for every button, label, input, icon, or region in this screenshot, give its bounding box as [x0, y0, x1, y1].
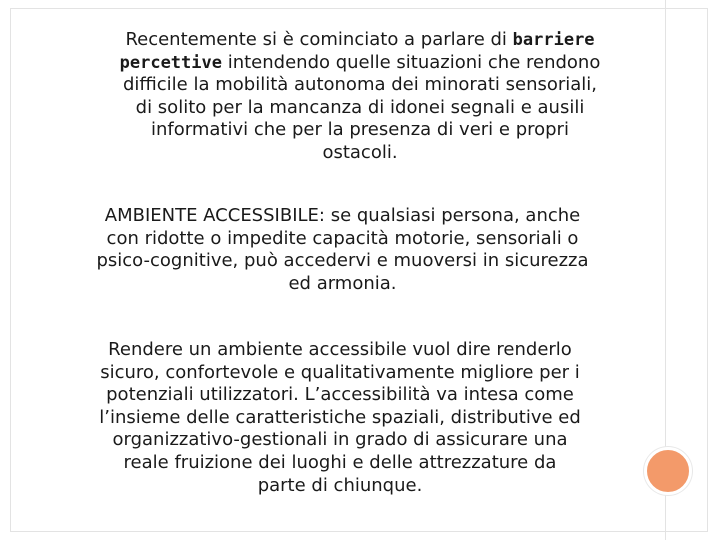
paragraph-rendere-accessibile	[40, 339, 640, 497]
text-run: intendendo quelle situazioni che rendono	[221, 51, 601, 73]
text-line	[40, 205, 645, 228]
text-line: sicuro, confortevole e qualitativamente migliore per i	[100, 361, 580, 383]
text-line: con ridotte o impedite capacità motorie, sensoriali o	[106, 227, 579, 249]
decorative-circle	[644, 447, 692, 495]
text-line: ed armonia.	[288, 272, 397, 294]
text-line: parte di chiunque.	[257, 474, 423, 496]
text-line: organizzativo-gestionali in grado di assicurare una	[112, 429, 568, 451]
text-line: psico-cognitive, può accedervi e muoversi in sicurezza	[96, 250, 589, 272]
text-line: di solito per la mancanza di idonei segnali e ausili	[135, 96, 585, 118]
paragraph-ambiente-accessibile	[40, 205, 645, 295]
text-run: Recentemente si è cominciato a parlare di	[125, 29, 513, 50]
text-line: l’insieme delle caratteristiche spaziali, distributive ed	[99, 406, 581, 428]
text-line	[60, 29, 660, 52]
text-line: difficile la mobilità autonoma dei minorati sensoriali,	[122, 74, 598, 96]
text-line: Rendere un ambiente accessibile vuol dire renderlo	[108, 339, 572, 360]
term-barriere: barriere	[512, 30, 595, 50]
paragraph-barriere-percettive	[60, 29, 660, 165]
text-line	[60, 52, 660, 75]
term-percettive: percettive	[119, 52, 222, 73]
term-ambiente-accessibile: AMBIENTE ACCESSIBILE	[104, 205, 319, 226]
text-line: informativi che per la presenza di veri e propri	[151, 119, 569, 141]
text-line: potenziali utilizzatori. L’accessibilità va intesa come	[106, 384, 574, 406]
text-line: ostacoli.	[322, 141, 398, 163]
text-line: reale fruizione dei luoghi e delle attrezzature da	[123, 451, 557, 473]
text-run: : se qualsiasi persona, anche	[318, 205, 581, 226]
